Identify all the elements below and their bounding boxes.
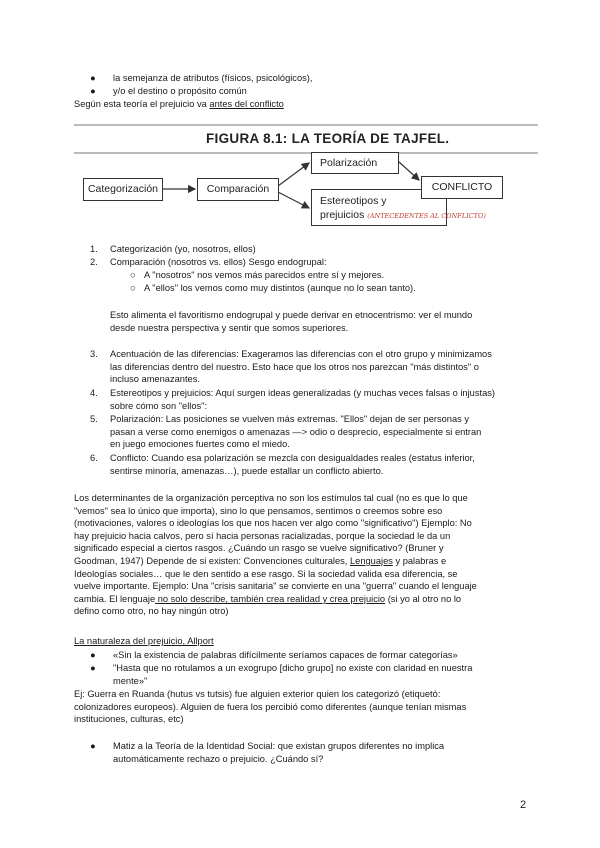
- box-comparacion: Comparación: [197, 178, 279, 201]
- list-item: [90, 387, 530, 412]
- list-item-text: Matiz a la Teoría de la Identidad Social: que existan grupos diferentes no implica: [113, 741, 445, 751]
- box-conflicto: CONFLICTO: [421, 176, 503, 199]
- list-item-line: las diferencias dentro del nuestro. Esto hace que los otros nos parezcan "más distintos" o: [110, 361, 479, 372]
- list-number: 1.: [90, 244, 98, 254]
- line-segment: y palabras e: [392, 555, 447, 566]
- bullet-icon: ●: [90, 741, 96, 751]
- sub-list-item-text: A "nosotros" nos vemos más parecidos entre sí y mejores.: [144, 270, 385, 280]
- underlined-term: Lenguajes: [349, 555, 393, 566]
- paragraph-line: vuelve importante. Ejemplo: Una "crisis sanitaria" se convierte en una "guerra" cuando el lenguaje: [74, 581, 477, 592]
- bullet-icon: ●: [90, 86, 96, 96]
- list-item-text: «Sin la existencia de palabras difícilmente seríamos capaces de formar categorías»: [113, 650, 458, 660]
- allport-heading: La naturaleza del prejuicio, Allport: [74, 636, 214, 646]
- line-segment: (si yo al otro no lo: [385, 593, 462, 604]
- arrow-polarizacion-conflicto: [399, 162, 419, 180]
- list-item-line: Polarización: Las posiciones se vuelven más extremas. "Ellos" dejan de ser personas y: [110, 414, 470, 424]
- list-item: [90, 256, 530, 269]
- list-item-continuation: mente»": [113, 676, 148, 686]
- list-item-text: la semejanza de atributos (físicos, psicológicos),: [113, 73, 313, 83]
- theory-line-emphasis: antes del conflicto: [209, 99, 284, 109]
- list-item-line: Conflicto: Cuando esa polarización se mezcla con desigualdades reales (estatus inferior,: [110, 453, 475, 463]
- list-number: 3.: [90, 349, 98, 359]
- theory-line: [74, 98, 284, 111]
- paragraph-line: Ej: Guerra en Ruanda (hutus vs tutsis) fue alguien exterior quien los categorizó (etiquetó:: [74, 689, 441, 699]
- bullet-icon: ●: [90, 73, 96, 83]
- determinants-paragraph: [74, 492, 534, 618]
- paragraph-line: Ideologías sociales… que le den sentido a ese rasgo. Si la sociedad valida esa diferencia, se: [74, 568, 458, 579]
- list-number: 4.: [90, 388, 98, 398]
- list-item-line: incluso amenazantes.: [110, 374, 200, 385]
- paragraph-line: hay prejuicio hacia calvos, pero sí hacia personas racializadas, porque la sociedad le da un: [74, 530, 451, 541]
- arrow-comparacion-estereotipos: [278, 192, 309, 208]
- list-item-continuation: automáticamente rechazo o prejuicio. ¿Cuándo sí?: [113, 754, 324, 764]
- list-item-text: Categorización (yo, nosotros, ellos): [110, 244, 256, 254]
- paragraph-line: desde nuestra perspectiva y sentir que somos superiores.: [110, 322, 349, 333]
- paragraph-line: (motivaciones, valores o ideologías los que nos hacen ver algo como "significativo") Ejemplo: No: [74, 518, 472, 529]
- sub-list-item-text: A "ellos" los vemos como muy distintos (aunque no lo sean tanto).: [144, 283, 416, 293]
- theory-line-prefix: Según esta teoría el prejuicio va: [74, 99, 210, 109]
- example-paragraph: [74, 688, 534, 726]
- list-number: 5.: [90, 414, 98, 424]
- paragraph-line: "vemos" sea lo único que importa), sino lo que pensamos, sentimos o creemos sobre eso: [74, 505, 443, 516]
- list-item-text: Comparación (nosotros vs. ellos) Sesgo endogrupal:: [110, 257, 327, 267]
- box-categorizacion: Categorización: [83, 178, 163, 201]
- list-number: 6.: [90, 453, 98, 463]
- list-item: [90, 348, 530, 386]
- list-item-text: y/o el destino o propósito común: [113, 86, 247, 96]
- line-segment: cambia. El lenguaje: [74, 593, 156, 604]
- list-item-line: pasan a verse como enemigos o amenazas —> odio o desprecio, especialmente si entran: [110, 426, 482, 437]
- paragraph-line: significado especial a ciertos rasgos. ¿Cuándo un rasgo se vuelve significativo? (Bruner y: [74, 543, 444, 554]
- paragraph-line: [74, 555, 534, 568]
- favoritism-paragraph: [110, 309, 540, 334]
- paragraph-line: instituciones, culturas, etc): [74, 714, 184, 725]
- paragraph-line: defino como otro, no hay ningún otro): [74, 606, 229, 617]
- bullet-icon: ●: [90, 650, 96, 660]
- line-segment: Goodman, 1947) Depende de si existen: Convenciones culturales,: [74, 555, 350, 566]
- list-item-line: Acentuación de las diferencias: Exageramos las diferencias con el otro grupo y minimizamos: [110, 349, 492, 359]
- figure-title: FIGURA 8.1: LA TEORÍA DE TAJFEL.: [206, 131, 450, 146]
- list-item: [90, 413, 530, 451]
- circle-bullet-icon: ○: [130, 270, 136, 280]
- paragraph-line: Esto alimenta el favoritismo endogrupal y puede derivar en etnocentrismo: ver el mundo: [110, 310, 473, 320]
- list-item-text: "Hasta que no rotulamos a un exogrupo [dicho grupo] no existe con claridad en nuestra: [113, 663, 473, 673]
- box-estereotipos-line2: prejuicios: [320, 209, 365, 221]
- list-item-line: sentirse minoría, amenazas…), puede estallar un conflicto abierto.: [110, 465, 384, 476]
- handwritten-note: (ANTECEDENTES AL CONFLICTO): [367, 212, 486, 220]
- circle-bullet-icon: ○: [130, 283, 136, 293]
- arrow-comparacion-polarizacion: [278, 163, 309, 186]
- page-number: 2: [520, 799, 527, 811]
- list-item-line: Estereotipos y prejuicios: Aquí surgen ideas generalizadas (y muchas veces falsas o injustas): [110, 388, 495, 398]
- box-polarizacion: Polarización: [311, 152, 399, 174]
- paragraph-line: Los determinantes de la organización perceptiva no son los estímulos tal cual (no es que lo que: [74, 493, 468, 503]
- list-item-line: en juego emociones fuertes como el miedo.: [110, 439, 290, 450]
- box-estereotipos-line1: Estereotipos y: [320, 195, 387, 207]
- list-number: 2.: [90, 257, 98, 267]
- paragraph-line: [74, 593, 534, 606]
- figure-top-rule: [74, 124, 538, 126]
- underlined-phrase: no solo describe, también crea realidad y crea prejuicio: [155, 593, 386, 604]
- list-item-line: sobre cómo son "ellos":: [110, 400, 208, 411]
- paragraph-line: colonizadores europeos). Alguien de fuera los percibió como diferentes (aunque tenían mismas: [74, 701, 467, 712]
- list-item: [90, 243, 530, 256]
- list-item: [90, 452, 530, 477]
- bullet-icon: ●: [90, 663, 96, 673]
